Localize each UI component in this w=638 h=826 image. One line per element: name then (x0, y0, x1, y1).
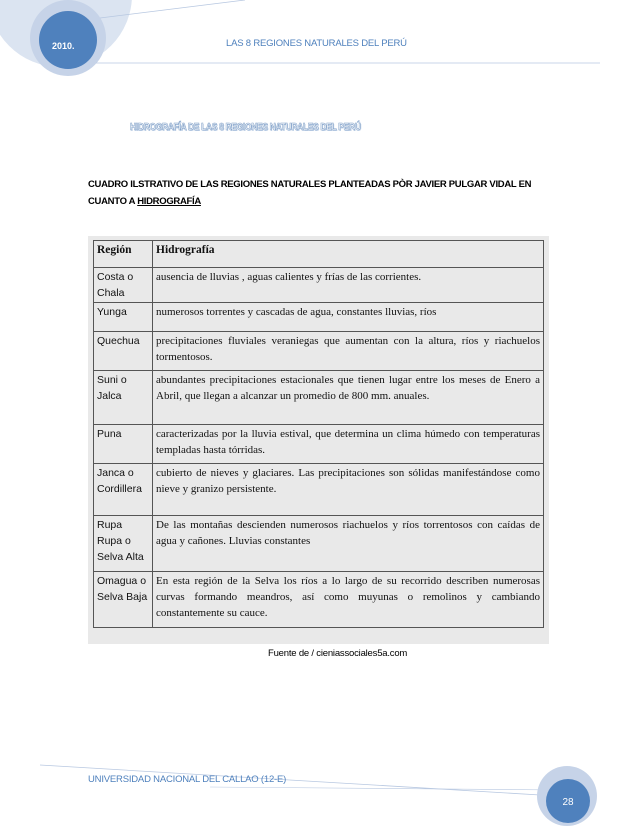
table-row (94, 332, 544, 371)
region-cell: Costa o Chala (94, 268, 153, 303)
intro-text: CUADRO ILSTRATIVO DE LAS REGIONES NATURALES PLANTEADAS PÒR JAVIER PULGAR VIDAL EN CUANTO A (88, 179, 532, 207)
region-cell: Yunga (94, 303, 153, 332)
table-row (94, 268, 544, 303)
section-title: HIDROGRAFÍA DE LAS 8 REGIONES NATURALES DEL PERÚ (130, 122, 361, 133)
table-row (94, 371, 544, 425)
hidrografia-cell: caracterizadas por la lluvia estival, que determina un clima húmedo con temperaturas templadas hasta tórridas. (153, 425, 544, 464)
page-number: 28 (562, 797, 574, 808)
hidrografia-cell: cubierto de nieves y glaciares. Las precipitaciones son sólidas manifestándose como nieve y granizo persistente. (153, 464, 544, 516)
region-cell: Puna (94, 425, 153, 464)
table-row (94, 572, 544, 628)
footer-text: UNIVERSIDAD NACIONAL DEL CALLAO (12-E) (88, 774, 287, 785)
hidrografia-cell: De las montañas descienden numerosos riachuelos y ríos torrentosos con caídas de agua y cañones. Lluvias constantes (153, 516, 544, 572)
header-circle-inner (39, 11, 97, 69)
table-row (94, 303, 544, 332)
header-hidrografia: Hidrografía (153, 241, 544, 268)
intro-paragraph (88, 176, 558, 210)
hydrography-table (93, 240, 544, 628)
footer-arc-2 (210, 787, 560, 790)
header-year: 2010. (52, 41, 75, 51)
header-region: Región (94, 241, 153, 268)
table-header-row (94, 241, 544, 268)
intro-highlight: HIDROGRAFÍA (137, 196, 201, 207)
table-row (94, 425, 544, 464)
region-cell: Omagua o Selva Baja (94, 572, 153, 628)
region-cell: Suni o Jalca (94, 371, 153, 425)
hidrografia-cell: abundantes precipitaciones estacionales que tienen lugar entre los meses de Enero a Abril, que llegan a alcanzar un promedio de 800 mm. anuales. (153, 371, 544, 425)
header-title: LAS 8 REGIONES NATURALES DEL PERÚ (226, 38, 407, 49)
hidrografia-cell: numerosos torrentes y cascadas de agua, constantes lluvias, ríos (153, 303, 544, 332)
hidrografia-cell: ausencia de lluvias , aguas calientes y frías de las corrientes. (153, 268, 544, 303)
hidrografia-cell: En esta región de la Selva los ríos a lo largo de su recorrido describen numerosas curvas formando meandros, así como muyunas o remolinos y cambiando constantemente su cauce. (153, 572, 544, 628)
hidrografia-cell: precipitaciones fluviales veraniegas que aumentan con la altura, ríos y riachuelos tormentosos. (153, 332, 544, 371)
table-row (94, 516, 544, 572)
region-cell: Janca o Cordillera (94, 464, 153, 516)
region-cell: Quechua (94, 332, 153, 371)
source-caption: Fuente de / cieniassociales5a.com (268, 648, 408, 659)
region-cell: Rupa Rupa o Selva Alta (94, 516, 153, 572)
table-row (94, 464, 544, 516)
